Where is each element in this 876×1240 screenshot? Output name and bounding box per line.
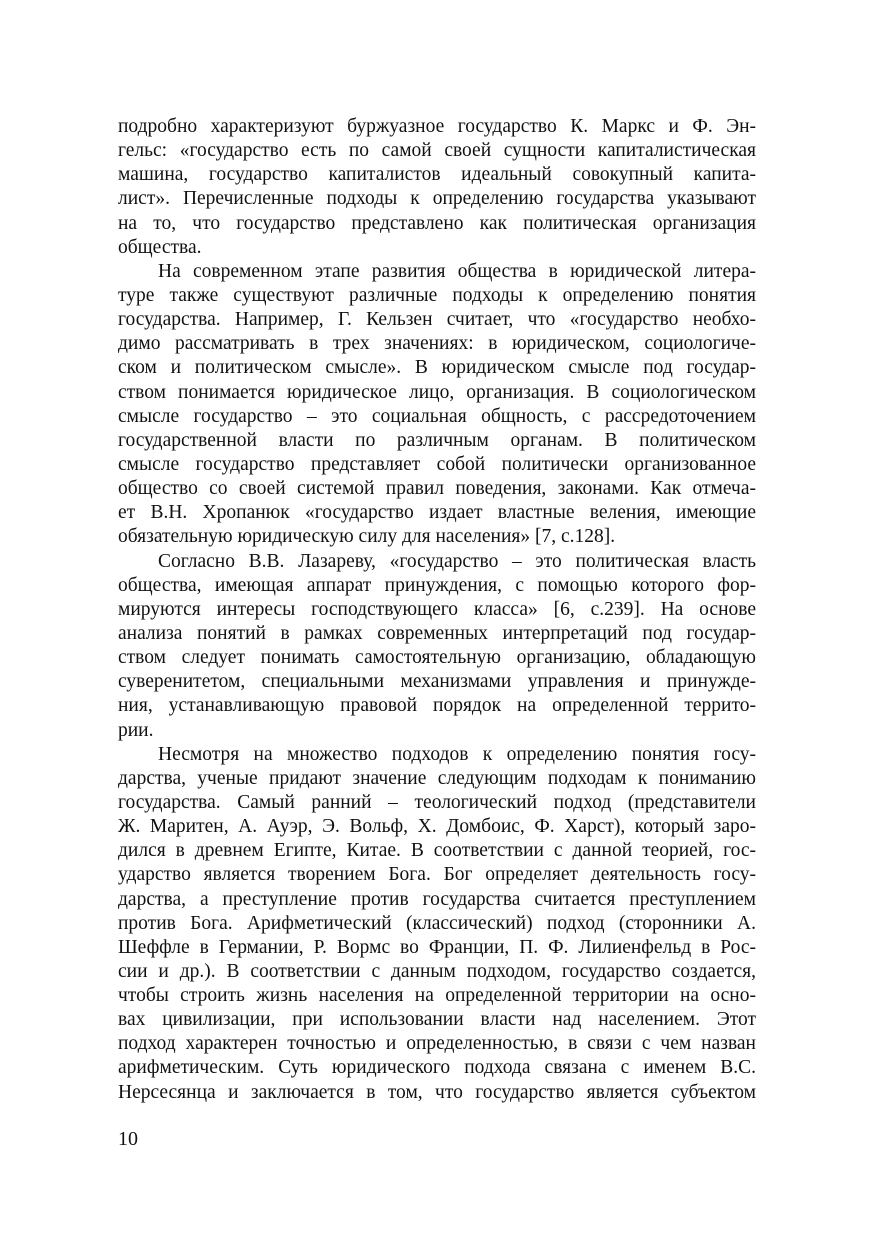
- text-line: смысле государство – это социальная общность, с рассредоточением: [118, 405, 756, 427]
- text-line: Ж. Маритен, А. Ауэр, Э. Вольф, Х. Домбоис, Ф. Харст), который заро-: [118, 816, 756, 838]
- paragraph-first-line: На современном этапе развития общества в юридической литера-: [158, 260, 756, 282]
- body-text: [118, 115, 756, 1105]
- text-line: ударство является творением Бога. Бог определяет деятельность госу-: [118, 864, 756, 886]
- text-line: чтобы строить жизнь населения на определенной территории на осно-: [118, 985, 756, 1007]
- text-line: дарства, ученые придают значение следующим подходам к пониманию: [118, 767, 756, 789]
- page-number: 10: [118, 1128, 138, 1150]
- text-line: ством понимается юридическое лицо, организация. В социологическом: [118, 381, 756, 403]
- text-line: сии и др.). В соответствии с данным подходом, государство создается,: [118, 960, 756, 982]
- text-line: арифметическим. Суть юридического подхода связана с именем В.С.: [118, 1057, 756, 1079]
- text-line: суверенитетом, специальными механизмами управления и принужде-: [118, 671, 756, 693]
- text-line: лист». Перечисленные подходы к определению государства указывают: [118, 188, 756, 210]
- text-line: вах цивилизации, при использовании власти над населением. Этот: [118, 1009, 756, 1031]
- text-line: против Бога. Арифметический (классический) подход (сторонники А.: [118, 912, 756, 934]
- text-line: дился в древнем Египте, Китае. В соответствии с данной теорией, гос-: [118, 840, 756, 862]
- paragraph-first-line: Согласно В.В. Лазареву, «государство – это политическая власть: [158, 550, 756, 572]
- text-line: ния, устанавливающую правовой порядок на определенной террито-: [118, 695, 756, 717]
- text-line: общества.: [118, 236, 202, 258]
- paragraph-first-line: Несмотря на множество подходов к определению понятия госу-: [158, 743, 756, 765]
- text-line: машина, государство капиталистов идеальный совокупный капита-: [118, 164, 756, 186]
- text-line: гельс: «государство есть по самой своей сущности капиталистическая: [118, 140, 756, 162]
- text-line: димо рассматривать в трех значениях: в юридическом, социологиче-: [118, 333, 756, 355]
- text-line: Шеффле в Германии, Р. Вормс во Франции, П. Ф. Лилиенфельд в Рос-: [118, 936, 756, 958]
- text-line: туре также существуют различные подходы к определению понятия: [118, 284, 756, 306]
- text-line: смысле государство представляет собой политически организованное: [118, 453, 756, 475]
- text-line: государственной власти по различным органам. В политическом: [118, 429, 756, 451]
- text-line: обязательную юридическую силу для населения» [7, с.128].: [118, 526, 616, 548]
- text-line: государства. Например, Г. Кельзен считает, что «государство необхо-: [118, 309, 756, 331]
- text-line: подход характерен точностью и определенностью, в связи с чем назван: [118, 1033, 756, 1055]
- text-line: рии.: [118, 719, 154, 741]
- text-line: общество со своей системой правил поведения, законами. Как отмеча-: [118, 478, 756, 500]
- text-line: ском и политическом смысле». В юридическом смысле под государ-: [118, 357, 756, 379]
- text-line: общества, имеющая аппарат принуждения, с помощью которого фор-: [118, 574, 756, 596]
- text-line: дарства, а преступление против государства считается преступлением: [118, 888, 756, 910]
- text-line: ством следует понимать самостоятельную организацию, обладающую: [118, 647, 756, 669]
- text-line: ет В.Н. Хропанюк «государство издает властные веления, имеющие: [118, 502, 756, 524]
- text-line: Нерсесянца и заключается в том, что государство является субъектом: [118, 1081, 756, 1103]
- text-line: подробно характеризуют буржуазное государство К. Маркс и Ф. Эн-: [118, 116, 756, 137]
- text-line: государства. Самый ранний – теологический подход (представители: [118, 791, 756, 813]
- text-line: анализа понятий в рамках современных интерпретаций под государ-: [118, 622, 756, 644]
- text-line: на то, что государство представлено как политическая организация: [118, 212, 756, 234]
- text-line: мируются интересы господствующего класса» [6, с.239]. На основе: [118, 598, 756, 620]
